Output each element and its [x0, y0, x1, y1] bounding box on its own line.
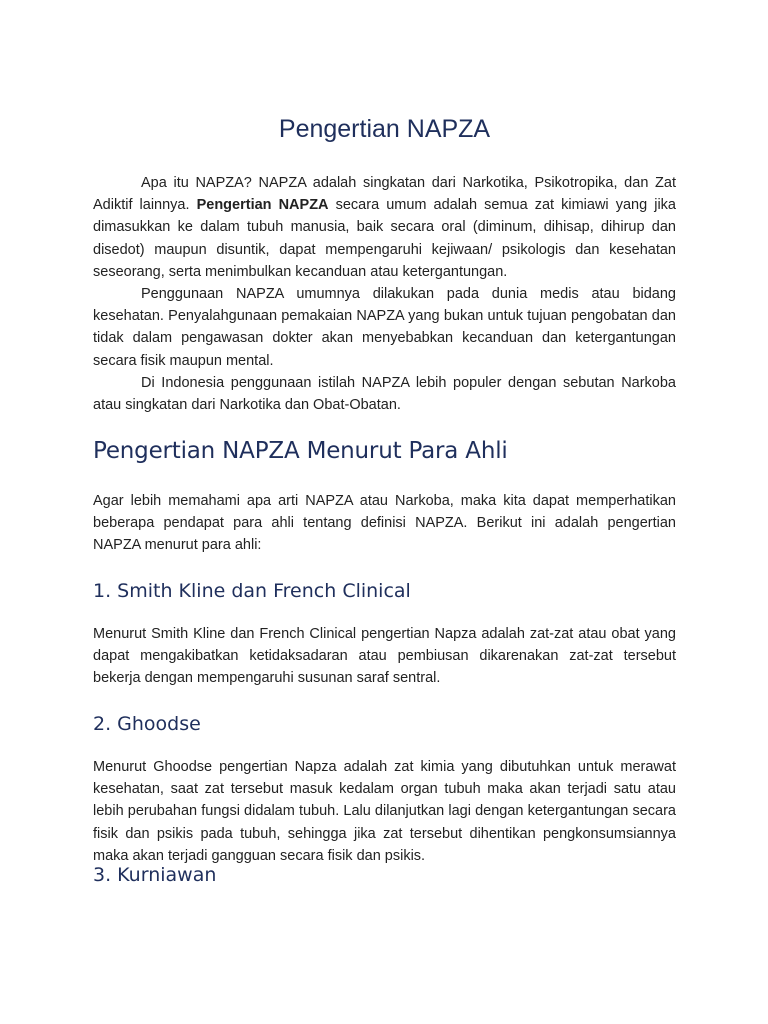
intro-p1-rest: secara umum adalah semua zat kimiawi yang jika dimasukkan ke dalam tubuh manusia, baik secara oral (diminum, dihisap, dihirup dan disedot) maupun disuntik, dapat mempengaruhi kejiwaan/ psikologis dan kesehatan seseorang, serta menimbulkan kecanduan atau ketergantungan. [93, 197, 676, 280]
page-title: Pengertian NAPZA [278, 115, 491, 143]
expert-heading-1: 1. Smith Kline dan French Clinical [93, 580, 411, 602]
intro-p1-text: Apa itu NAPZA? NAPZA adalah singkatan dari Narkotika, Psikotropika, dan Zat Adiktif lainnya. [93, 175, 676, 214]
intro-p1-bold: Pengertian NAPZA [196, 197, 329, 214]
expert-text-2: Menurut Ghoodse pengertian Napza adalah zat kimia yang dibutuhkan untuk merawat kesehatan, saat zat tersebut masuk kedalam organ tubuh maka akan terjadi satu atau lebih perubahan fungsi didalam tubuh. Lalu dilanjutkan lagi dengan ketergantungan secara fisik dan psikis pada tubuh, sehingga jika zat tersebut dihentikan pengkonsumsiannya maka akan terjadi gangguan secara fisik dan psikis. [93, 759, 676, 864]
intro-paragraph-2: Penggunaan NAPZA umumnya dilakukan pada dunia medis atau bidang kesehatan. Penyalahgunaan pemakaian NAPZA yang bukan untuk tujuan pengobatan dan tidak dalam pengawasan dokter akan menyebabkan kecanduan dan ketergantungan secara fisik maupun mental. [93, 286, 676, 369]
intro-paragraph-1 [93, 172, 676, 283]
intro-paragraph-3: Di Indonesia penggunaan istilah NAPZA lebih populer dengan sebutan Narkoba atau singkatan dari Narkotika dan Obat-Obatan. [93, 374, 676, 414]
section-heading: Pengertian NAPZA Menurut Para Ahli [93, 438, 508, 464]
expert-text-1: Menurut Smith Kline dan French Clinical pengertian Napza adalah zat-zat atau obat yang dapat mengakibatkan ketidaksadaran atau pembiusan dikarenakan zat-zat tersebut bekerja dengan mempengaruhi susunan saraf sentral. [93, 626, 676, 687]
intro-section [93, 172, 676, 416]
expert-heading-3: 3. Kurniawan [93, 864, 217, 886]
section-lead-paragraph: Agar lebih memahami apa arti NAPZA atau Narkoba, maka kita dapat memperhatikan beberapa pendapat para ahli tentang definisi NAPZA. Berikut ini adalah pengertian NAPZA menurut para ahli: [93, 493, 676, 554]
expert-heading-2: 2. Ghoodse [93, 713, 201, 735]
